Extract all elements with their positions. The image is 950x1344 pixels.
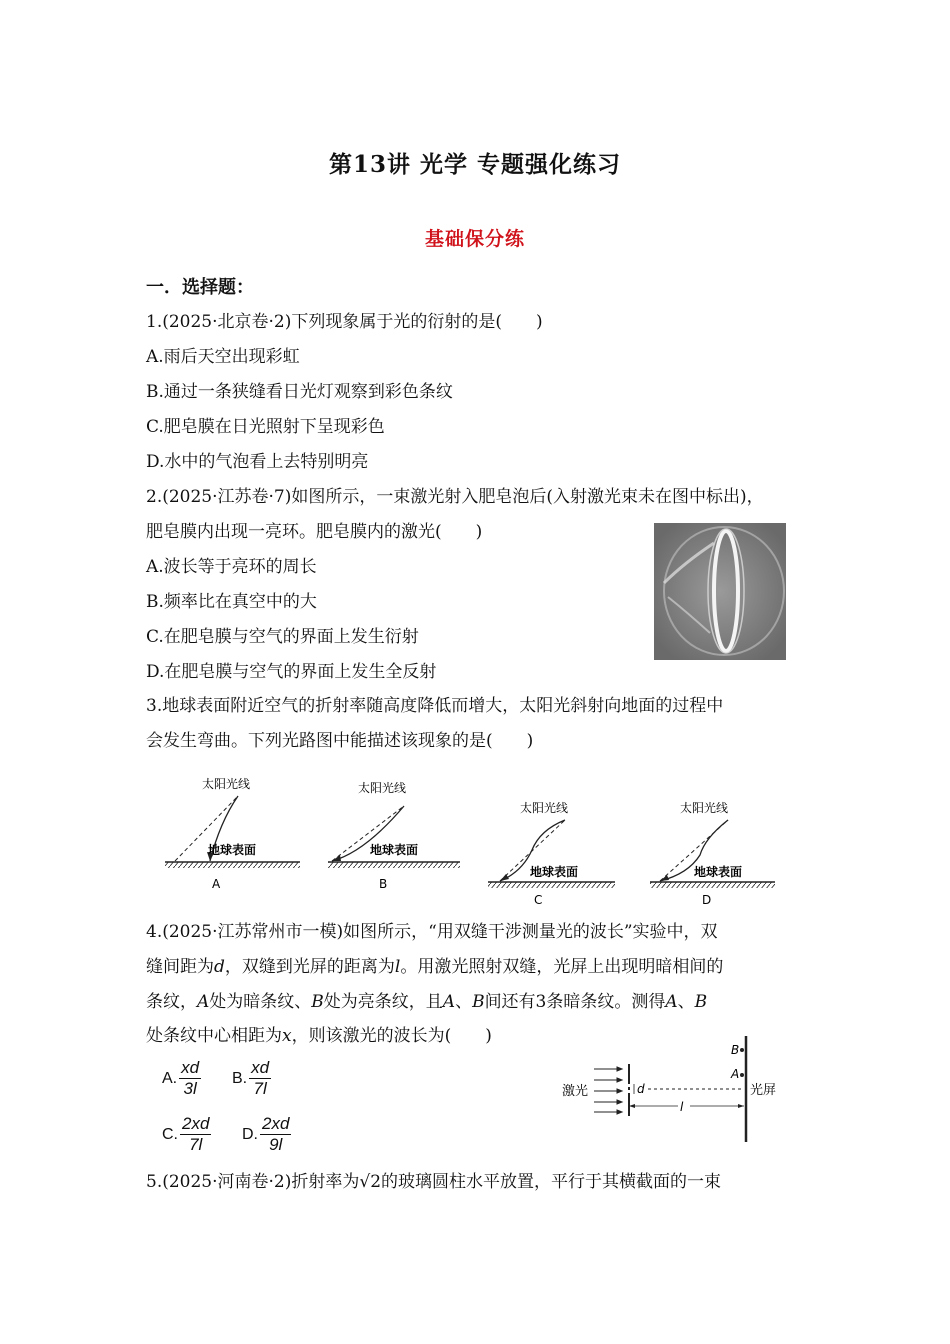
- point-a-label: A: [731, 1067, 740, 1081]
- screen-distance-label: l: [680, 1100, 684, 1114]
- q3-stem-line2: 会发生弯曲。下列光路图中能描述该现象的是( ): [146, 731, 534, 751]
- figure-c-label: C: [534, 893, 543, 907]
- page-title: 第13讲 光学 专题强化练习: [328, 151, 622, 178]
- screen-label: 光屏: [750, 1083, 777, 1098]
- figure-a-label: A: [212, 877, 221, 891]
- q4-option-a: A. $\frac{xd}{3l}$: [162, 1058, 200, 1098]
- q1-option-a: A.雨后天空出现彩虹: [146, 347, 300, 367]
- q3-stem-line1: 3.地球表面附近空气的折射率随高度降低而增大，太阳光斜射向地面的过程中: [146, 696, 724, 716]
- slit-distance-label: d: [637, 1082, 645, 1096]
- q2-option-b: B.频率比在真空中的大: [146, 592, 317, 612]
- figure-d: [650, 800, 775, 907]
- double-slit-diagram: [560, 1036, 800, 1146]
- q1-option-b: B.通过一条狭缝看日光灯观察到彩色条纹: [146, 382, 453, 402]
- soap-bubble-photo: [654, 523, 786, 660]
- q5-stem: 5.(2025·河南卷·2)折射率为√2的玻璃圆柱水平放置，平行于其横截面的一束: [146, 1172, 722, 1192]
- q4-stem-line1: 4.(2025·江苏常州市一模)如图所示，“用双缝干涉测量光的波长”实验中，双: [146, 922, 718, 942]
- point-b-label: B: [731, 1043, 740, 1057]
- figure-d-label: D: [702, 893, 712, 907]
- q2-option-d: D.在肥皂膜与空气的界面上发生全反射: [146, 662, 437, 682]
- laser-label: 激光: [562, 1084, 589, 1099]
- figure-d-ground-label: 地球表面: [694, 865, 743, 879]
- q2-option-a: A.波长等于亮环的周长: [146, 557, 317, 577]
- sqrt2-symbol: √2: [359, 1172, 382, 1192]
- q4-stem-line2: 缝间距为d，双缝到光屏的距离为l。用激光照射双缝，光屏上出现明暗相间的: [146, 957, 724, 977]
- figure-c: [488, 800, 615, 907]
- q2-stem-line2: 肥皂膜内出现一亮环。肥皂膜内的激光( ): [146, 522, 483, 542]
- question-type-heading: 一．选择题：: [146, 277, 254, 298]
- figure-b-label: B: [379, 877, 388, 891]
- q4-stem-line3: 条纹，A处为暗条纹、B处为亮条纹，且A、B间还有3条暗条纹。测得A、B: [146, 992, 708, 1012]
- q4-option-d: D. $\frac{2xd}{9l}$: [242, 1114, 290, 1154]
- figure-b-sun-label: 太阳光线: [358, 781, 407, 795]
- q2-stem-line1: 2.(2025·江苏卷·7)如图所示，一束激光射入肥皂泡后(入射激光束未在图中标出)，: [146, 487, 764, 507]
- figure-c-ground-label: 地球表面: [530, 865, 579, 879]
- q4-option-b: B. $\frac{xd}{7l}$: [232, 1058, 270, 1098]
- figure-a-sun-label: 太阳光线: [202, 777, 251, 791]
- figure-d-sun-label: 太阳光线: [680, 801, 729, 815]
- q1-option-c: C.肥皂膜在日光照射下呈现彩色: [146, 417, 385, 437]
- q3-light-path-figures: [160, 770, 800, 910]
- q1-option-d: D.水中的气泡看上去特别明亮: [146, 452, 369, 472]
- q2-option-c: C.在肥皂膜与空气的界面上发生衍射: [146, 627, 419, 647]
- figure-a-ground-label: 地球表面: [208, 843, 257, 857]
- figure-c-sun-label: 太阳光线: [520, 801, 569, 815]
- section-title: 基础保分练: [424, 228, 525, 250]
- q4-option-c: C. $\frac{2xd}{7l}$: [162, 1114, 210, 1154]
- q1-stem: 1.(2025·北京卷·2)下列现象属于光的衍射的是( ): [146, 312, 543, 332]
- q4-stem-line4: 处条纹中心相距为x，则该激光的波长为( ): [146, 1026, 492, 1046]
- figure-a: [165, 776, 300, 891]
- figure-b-ground-label: 地球表面: [370, 843, 419, 857]
- figure-b: [328, 780, 460, 891]
